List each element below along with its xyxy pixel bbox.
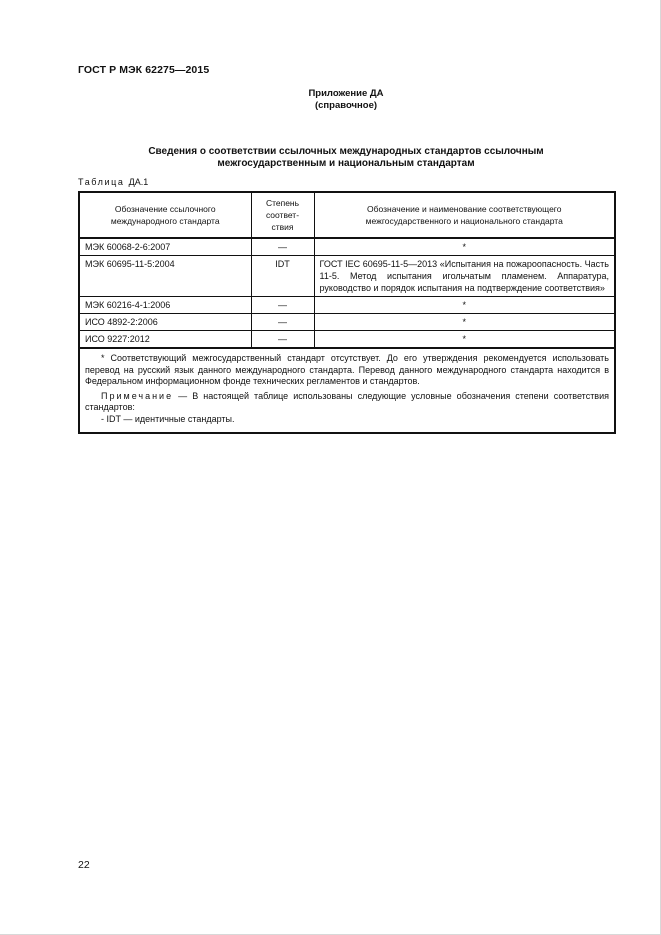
table-row [79, 297, 615, 314]
section-title [96, 146, 596, 170]
header-col2-line3: ствия [271, 222, 294, 232]
cell-national: ГОСТ IEC 60695-11-5—2013 «Испытания на пожароопасность. Часть 11-5. Метод испытания игольчатым пламенем. Аппаратура, руководство и порядок испытания на подтверждение соответствия» [314, 256, 615, 297]
cell-international: ИСО 9227:2012 [79, 331, 251, 349]
note [85, 391, 609, 414]
cell-international: ИСО 4892-2:2006 [79, 314, 251, 331]
page-number: 22 [78, 859, 90, 871]
table-header-row [79, 192, 615, 238]
cell-international: МЭК 60695-11-5:2004 [79, 256, 251, 297]
document-header: ГОСТ Р МЭК 62275—2015 [78, 64, 210, 76]
table-row [79, 331, 615, 349]
cell-national: * [314, 331, 615, 349]
header-col3-line1: Обозначение и наименование соответствующего [367, 204, 562, 214]
cell-national: * [314, 314, 615, 331]
table-caption-number: ДА.1 [128, 177, 149, 187]
cell-degree: — [251, 297, 314, 314]
correspondence-table [78, 191, 616, 434]
note-item: - IDT — идентичные стандарты. [101, 413, 235, 424]
annex-title: Приложение ДА [308, 88, 384, 99]
section-title-line-2: межгосударственным и национальным стандартам [217, 158, 475, 169]
header-col1-line2: международного стандарта [110, 216, 220, 226]
table-footnote-row [79, 348, 615, 433]
cell-degree: — [251, 314, 314, 331]
header-degree [251, 192, 314, 238]
table-caption [78, 177, 148, 187]
cell-international: МЭК 60216-4-1:2006 [79, 297, 251, 314]
cell-degree: — [251, 238, 314, 256]
table-footnote [79, 348, 615, 433]
section-title-line-1: Сведения о соответствии ссылочных международных стандартов ссылочным [148, 146, 544, 157]
cell-international: МЭК 60068-2-6:2007 [79, 238, 251, 256]
cell-degree: IDT [251, 256, 314, 297]
header-col3-line2: межгосударственного и национального стандарта [365, 216, 563, 226]
table-caption-word: Таблица [78, 177, 125, 187]
header-col2-line1: Степень [265, 198, 300, 208]
footnote-text: * Соответствующий межгосударственный стандарт отсутствует. До его утверждения рекомендуется использовать перевод на русский язык данного международного стандарта. Перевод данного международного стандарта находится в Федеральном информационном фонде технических регламентов и стандартов. [85, 353, 609, 387]
cell-national: * [314, 238, 615, 256]
note-label: Примечание [101, 390, 174, 401]
header-international-standard [79, 192, 251, 238]
note-text: — В настоящей таблице использованы следующие условные обозначения степени соответствия стандартов: [85, 390, 609, 413]
annex-subtitle: (справочное) [314, 100, 378, 111]
header-col1-line1: Обозначение ссылочного [114, 204, 216, 214]
cell-degree: — [251, 331, 314, 349]
cell-national: * [314, 297, 615, 314]
table-row [79, 238, 615, 256]
header-national-standard [314, 192, 615, 238]
table-row [79, 314, 615, 331]
table-row [79, 256, 615, 297]
header-col2-line2: соответ- [265, 210, 300, 220]
